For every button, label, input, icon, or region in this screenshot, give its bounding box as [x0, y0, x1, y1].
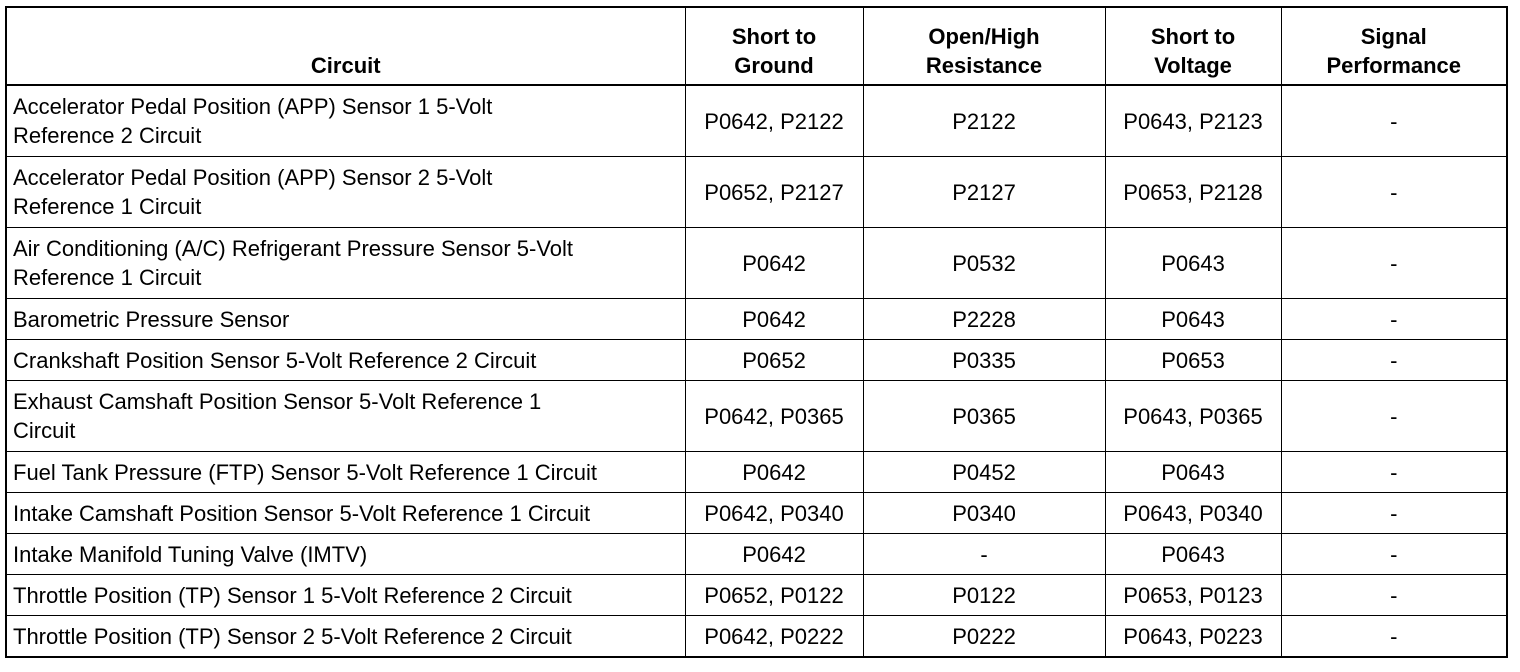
cell-open-high-resistance: P0365: [863, 381, 1105, 452]
cell-short-to-ground: P0642, P0222: [685, 616, 863, 658]
cell-signal-performance: -: [1281, 228, 1507, 299]
cell-open-high-resistance: P2127: [863, 157, 1105, 228]
cell-signal-performance: -: [1281, 575, 1507, 616]
cell-short-to-voltage: P0653, P0123: [1105, 575, 1281, 616]
cell-signal-performance: -: [1281, 493, 1507, 534]
cell-signal-performance: -: [1281, 381, 1507, 452]
cell-signal-performance: -: [1281, 85, 1507, 157]
table-row: [6, 575, 1507, 616]
table-row: [6, 228, 1507, 299]
table-row: [6, 616, 1507, 658]
cell-short-to-ground: P0642: [685, 452, 863, 493]
cell-short-to-ground: P0642: [685, 534, 863, 575]
cell-open-high-resistance: P2228: [863, 299, 1105, 340]
cell-short-to-voltage: P0653: [1105, 340, 1281, 381]
cell-short-to-voltage: P0643: [1105, 534, 1281, 575]
cell-signal-performance: -: [1281, 534, 1507, 575]
table-row: [6, 340, 1507, 381]
table-row: [6, 299, 1507, 340]
cell-signal-performance: -: [1281, 452, 1507, 493]
cell-open-high-resistance: P0222: [863, 616, 1105, 658]
table-row: [6, 452, 1507, 493]
table-body: [6, 85, 1507, 657]
cell-signal-performance: -: [1281, 340, 1507, 381]
header-signal-performance: Signal Performance: [1281, 7, 1507, 85]
table-row: [6, 493, 1507, 534]
cell-circuit: Throttle Position (TP) Sensor 1 5-Volt Reference 2 Circuit: [6, 575, 685, 616]
cell-open-high-resistance: P2122: [863, 85, 1105, 157]
header-circuit: Circuit: [6, 7, 685, 85]
cell-short-to-ground: P0642: [685, 299, 863, 340]
header-open-high-resistance: Open/High Resistance: [863, 7, 1105, 85]
cell-short-to-voltage: P0643: [1105, 299, 1281, 340]
cell-open-high-resistance: P0452: [863, 452, 1105, 493]
cell-circuit: Barometric Pressure Sensor: [6, 299, 685, 340]
cell-circuit: Throttle Position (TP) Sensor 2 5-Volt Reference 2 Circuit: [6, 616, 685, 658]
cell-short-to-voltage: P0643, P2123: [1105, 85, 1281, 157]
cell-circuit: Accelerator Pedal Position (APP) Sensor 2 5-Volt Reference 1 Circuit: [6, 157, 685, 228]
table-row: [6, 534, 1507, 575]
cell-circuit: Air Conditioning (A/C) Refrigerant Pressure Sensor 5-Volt Reference 1 Circuit: [6, 228, 685, 299]
cell-short-to-voltage: P0643, P0223: [1105, 616, 1281, 658]
cell-open-high-resistance: P0335: [863, 340, 1105, 381]
table-row: [6, 85, 1507, 157]
cell-circuit: Intake Camshaft Position Sensor 5-Volt Reference 1 Circuit: [6, 493, 685, 534]
cell-open-high-resistance: P0122: [863, 575, 1105, 616]
cell-signal-performance: -: [1281, 299, 1507, 340]
cell-circuit: Exhaust Camshaft Position Sensor 5-Volt Reference 1 Circuit: [6, 381, 685, 452]
header-short-to-ground: Short to Ground: [685, 7, 863, 85]
cell-short-to-ground: P0642, P0365: [685, 381, 863, 452]
cell-short-to-voltage: P0643: [1105, 452, 1281, 493]
cell-open-high-resistance: -: [863, 534, 1105, 575]
cell-circuit: Accelerator Pedal Position (APP) Sensor 1 5-Volt Reference 2 Circuit: [6, 85, 685, 157]
cell-open-high-resistance: P0340: [863, 493, 1105, 534]
cell-signal-performance: -: [1281, 157, 1507, 228]
cell-circuit: Intake Manifold Tuning Valve (IMTV): [6, 534, 685, 575]
dtc-circuit-table: [5, 6, 1508, 658]
table-row: [6, 157, 1507, 228]
cell-circuit: Fuel Tank Pressure (FTP) Sensor 5-Volt Reference 1 Circuit: [6, 452, 685, 493]
cell-short-to-voltage: P0643: [1105, 228, 1281, 299]
cell-short-to-voltage: P0643, P0340: [1105, 493, 1281, 534]
header-short-to-voltage: Short to Voltage: [1105, 7, 1281, 85]
cell-signal-performance: -: [1281, 616, 1507, 658]
cell-open-high-resistance: P0532: [863, 228, 1105, 299]
cell-short-to-ground: P0642: [685, 228, 863, 299]
cell-short-to-ground: P0652, P0122: [685, 575, 863, 616]
dtc-table-container: [5, 6, 1508, 658]
table-row: [6, 381, 1507, 452]
cell-short-to-ground: P0652, P2127: [685, 157, 863, 228]
cell-short-to-ground: P0642, P2122: [685, 85, 863, 157]
table-header-row: [6, 7, 1507, 85]
cell-short-to-voltage: P0653, P2128: [1105, 157, 1281, 228]
cell-short-to-voltage: P0643, P0365: [1105, 381, 1281, 452]
cell-short-to-ground: P0652: [685, 340, 863, 381]
cell-short-to-ground: P0642, P0340: [685, 493, 863, 534]
cell-circuit: Crankshaft Position Sensor 5-Volt Reference 2 Circuit: [6, 340, 685, 381]
